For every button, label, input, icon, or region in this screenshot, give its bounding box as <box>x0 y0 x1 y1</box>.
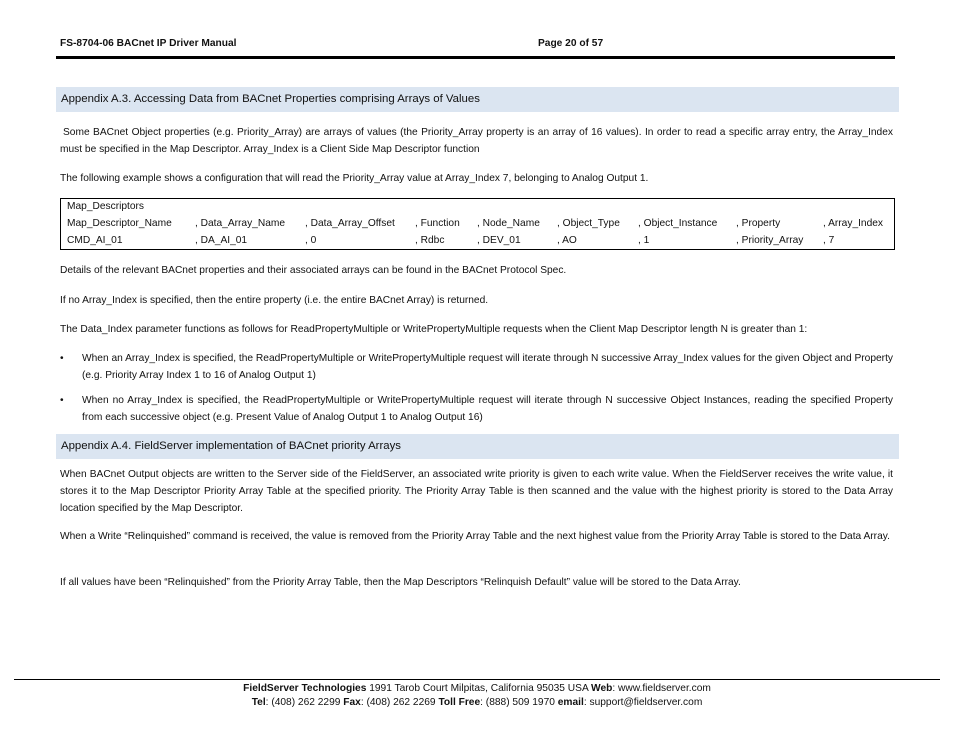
map-descriptor-table <box>60 198 895 250</box>
table-header-cell: , Object_Type <box>557 218 620 229</box>
bullet-icon: • <box>60 395 64 406</box>
table-cell: , Rdbc <box>415 235 445 246</box>
table-title: Map_Descriptors <box>67 201 144 212</box>
footer-web-link[interactable]: : www.fieldserver.com <box>612 683 711 694</box>
paragraph-no-index: If no Array_Index is specified, then the entire property (i.e. the entire BACnet Array) is returned. <box>60 295 489 306</box>
footer-line-address <box>0 683 954 694</box>
paragraph-relinquish-default: If all values have been “Relinquished” from the Priority Array Table, then the Map Descriptors “Relinquish Default” value will be stored to the Data Array. <box>60 577 741 588</box>
table-cell: , DA_AI_01 <box>195 235 248 246</box>
table-header-cell: , Array_Index <box>823 218 884 229</box>
footer-email-link[interactable]: : support@fieldserver.com <box>583 697 703 708</box>
table-cell: , 7 <box>823 235 835 246</box>
bullet-icon: • <box>60 353 64 364</box>
paragraph-array-intro: Some BACnet Object properties (e.g. Priority_Array) are arrays of values (the Priority_Array property is an array of 16 values). In order to read a specific array entry, the Array_Index must be specified in the Map Descriptor. Array_Index is a Client Side Map Descriptor function <box>60 127 893 155</box>
page-number: Page 20 of 57 <box>538 38 604 49</box>
paragraph-output-write: When BACnet Output objects are written to the Server side of the FieldServer, an associated write priority is given to each write value. When the FieldServer receives the write value, it stores it to the Map Descriptor Priority Array Table at the specified priority. The Priority Array Table is then scanned and the value with the highest priority is stored to the Data Array location specified by the Map Descriptor. <box>60 469 893 514</box>
table-cell: , 1 <box>638 235 650 246</box>
list-item-text: When an Array_Index is specified, the ReadPropertyMultiple or WritePropertyMultiple request will iterate through N successive Array_Index values for the given Object and Property (e.g. Priority Array Index 1 to 16 of Analog Output 1) <box>82 353 893 381</box>
footer-tel-label: Tel <box>251 697 266 708</box>
table-cell: , AO <box>557 235 577 246</box>
paragraph-protocol-spec: Details of the relevant BACnet properties and their associated arrays can be found in the BACnet Protocol Spec. <box>60 265 567 276</box>
footer-divider <box>14 679 940 680</box>
footer-web-label: Web <box>591 683 613 694</box>
footer-email-label: email <box>557 697 584 708</box>
section-heading-a3: Appendix A.3. Accessing Data from BACnet Properties comprising Arrays of Values <box>56 87 899 112</box>
footer-tel: : (408) 262 2299 <box>265 697 344 708</box>
footer-tollfree: : (888) 509 1970 <box>480 697 558 708</box>
footer-company: FieldServer Technologies <box>243 683 367 694</box>
table-cell: , DEV_01 <box>477 235 521 246</box>
header-divider <box>56 56 895 59</box>
paragraph-example-intro: The following example shows a configuration that will read the Priority_Array value at Array_Index 7, belonging to Analog Output 1. <box>60 173 649 184</box>
table-header-cell: , Data_Array_Offset <box>305 218 395 229</box>
list-item-text: When no Array_Index is specified, the ReadPropertyMultiple or WritePropertyMultiple request will iterate through N successive Object Instances, reading the specified Property from each successive object (e.g. Present Value of Analog Output 1 to Analog Output 16) <box>82 395 893 423</box>
footer-line-contact <box>0 697 954 708</box>
footer-tollfree-label: Toll Free <box>438 697 481 708</box>
table-header-cell: Map_Descriptor_Name <box>67 218 172 229</box>
paragraph-relinquished: When a Write “Relinquished” command is received, the value is removed from the Priority Array Table and the next highest value from the Priority Array Table is stored to the Data Array. <box>60 531 890 542</box>
paragraph-data-index: The Data_Index parameter functions as follows for ReadPropertyMultiple or WritePropertyMultiple requests when the Client Map Descriptor length N is greater than 1: <box>60 324 808 335</box>
table-header-cell: , Property <box>736 218 781 229</box>
table-cell: CMD_AI_01 <box>67 235 123 246</box>
table-cell: , 0 <box>305 235 317 246</box>
footer-fax: : (408) 262 2269 <box>360 697 439 708</box>
table-header-cell: , Object_Instance <box>638 218 718 229</box>
table-cell: , Priority_Array <box>736 235 804 246</box>
table-header-cell: , Function <box>415 218 460 229</box>
footer-address: 1991 Tarob Court Milpitas, California 95035 USA <box>366 683 592 694</box>
table-header-cell: , Node_Name <box>477 218 540 229</box>
table-header-cell: , Data_Array_Name <box>195 218 286 229</box>
section-heading-a4: Appendix A.4. FieldServer implementation of BACnet priority Arrays <box>56 434 899 459</box>
document-title: FS-8704-06 BACnet IP Driver Manual <box>60 38 237 49</box>
footer-fax-label: Fax <box>343 697 361 708</box>
